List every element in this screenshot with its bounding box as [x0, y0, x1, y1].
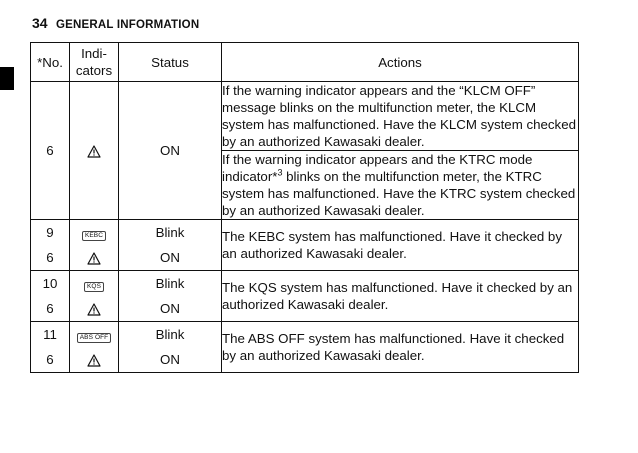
- kqs-indicator-icon: KQS: [84, 282, 104, 292]
- indicator-table: [30, 42, 579, 373]
- column-header-status: Status: [119, 43, 222, 82]
- column-header-indicators: [70, 43, 119, 82]
- action-text-ktrc-part2: blinks on the multifunction meter, the KTRC system has malfunctioned. Have the KTRC system checked by an authorized Kawasaki dealer.: [222, 169, 576, 218]
- status-cell: ON: [119, 296, 222, 322]
- warning-triangle-icon: [87, 145, 101, 158]
- row-number: 6: [31, 347, 70, 373]
- column-header-indicators-line2: cators: [75, 63, 113, 78]
- indicator-cell: [70, 322, 119, 348]
- row-number: 11: [31, 322, 70, 348]
- action-text-klcm: If the warning indicator appears and the “KLCM OFF” message blinks on the multifunction meter, the KLCM system has malfunctioned. Have the KLCM system checked by an authorized Kawasaki dealer.: [222, 82, 579, 151]
- action-text-ktrc-part1: If the warning indicator appears and the KTRC mode indicator*: [222, 152, 533, 184]
- row-number: 9: [31, 220, 70, 246]
- chapter-tab-marker: [0, 67, 14, 90]
- footnote-marker: 3: [277, 167, 283, 178]
- page-number: 34: [32, 15, 48, 31]
- table-row: [31, 82, 579, 151]
- indicator-cell: [70, 220, 119, 246]
- indicator-cell: [70, 296, 119, 322]
- action-text-abs-off: The ABS OFF system has malfunctioned. Have it checked by an authorized Kawasaki dealer.: [222, 322, 579, 373]
- status-cell: Blink: [119, 220, 222, 246]
- table-row: [31, 271, 579, 297]
- table-header-row: [31, 43, 579, 82]
- status-cell: Blink: [119, 271, 222, 297]
- row-number: 10: [31, 271, 70, 297]
- row-number: 6: [31, 82, 70, 220]
- status-cell: Blink: [119, 322, 222, 348]
- page-header: [32, 15, 199, 33]
- status-cell: ON: [119, 347, 222, 373]
- warning-triangle-icon: [87, 303, 101, 316]
- column-header-actions: Actions: [222, 43, 579, 82]
- table-row: [31, 322, 579, 348]
- column-header-indicators-line1: Indi-: [81, 46, 107, 61]
- indicator-cell: [70, 271, 119, 297]
- action-text-kqs: The KQS system has malfunctioned. Have it checked by an authorized Kawasaki dealer.: [222, 271, 579, 322]
- section-title: GENERAL INFORMATION: [56, 19, 200, 31]
- indicator-cell: [70, 245, 119, 271]
- abs-off-indicator-icon: ABS OFF: [77, 333, 112, 343]
- row-number: 6: [31, 245, 70, 271]
- action-text-kebc: The KEBC system has malfunctioned. Have it checked by an authorized Kawasaki dealer.: [222, 220, 579, 271]
- column-header-no: *No.: [31, 43, 70, 82]
- row-number: 6: [31, 296, 70, 322]
- indicator-cell: [70, 347, 119, 373]
- indicator-cell: [70, 82, 119, 220]
- warning-triangle-icon: [87, 252, 101, 265]
- status-cell: ON: [119, 245, 222, 271]
- status-cell: ON: [119, 82, 222, 220]
- warning-triangle-icon: [87, 354, 101, 367]
- table-row: [31, 220, 579, 246]
- action-text-ktrc: [222, 151, 579, 220]
- kebc-indicator-icon: KEBC: [82, 231, 106, 241]
